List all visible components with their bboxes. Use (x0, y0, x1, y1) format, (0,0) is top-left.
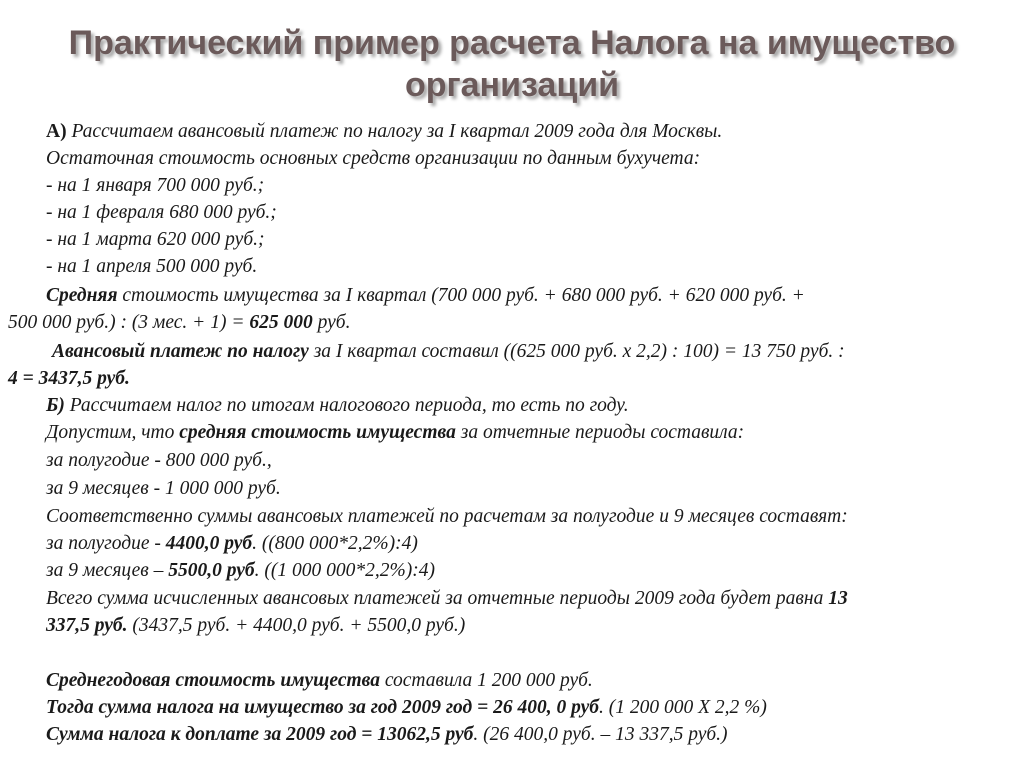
title-line-2: организаций (404, 66, 620, 104)
text-line (46, 420, 744, 446)
text-line (46, 668, 593, 694)
bold-text-segment: 5500,0 руб (168, 560, 255, 581)
text-line (46, 558, 435, 584)
text-segment: за 9 месяцев – (46, 560, 169, 581)
text-segment: за полугодие - 800 000 руб., (46, 450, 272, 471)
text-segment: - на 1 февраля 680 000 руб.; (46, 202, 277, 223)
bold-text-segment: 4400,0 руб (165, 533, 253, 554)
text-segment: Всего сумма исчисленных авансовых платежей за отчетные периоды 2009 года будет равна (46, 588, 829, 609)
bold-text-segment: 13 (828, 588, 848, 609)
text-segment: за 9 месяцев - 1 000 000 руб. (46, 478, 281, 499)
bold-text-segment: Тогда сумма налога на имущество за год 2009 год = 26 400, 0 руб (46, 697, 599, 718)
text-line (46, 722, 728, 748)
text-segment: Рассчитаем налог по итогам налогового периода, то есть по году. (64, 395, 629, 416)
text-segment: руб. (312, 312, 351, 333)
slide-title (0, 22, 1024, 106)
text-segment: 500 000 руб.) : (3 мес. + 1) = (8, 312, 250, 333)
text-segment: Соответственно суммы авансовых платежей по расчетам за полугодие и 9 месяцев составят: (46, 506, 848, 527)
text-line (46, 283, 805, 309)
bold-text-segment: 3437,5 руб. (38, 368, 130, 389)
text-line (46, 586, 848, 612)
text-segment: составила 1 200 000 руб. (379, 670, 593, 691)
text-segment: за I квартал составил ((625 000 руб. х 2,2) : 100) = 13 750 руб. : (308, 341, 845, 362)
text-segment: за отчетные периоды составила: (455, 422, 745, 443)
bold-text-segment: Авансовый платеж по налогу (52, 341, 309, 362)
title-line-1: Практический пример расчета Налога на имущество (68, 24, 956, 62)
text-line (46, 146, 700, 172)
text-line (46, 227, 265, 253)
text-segment: . ((1 000 000*2,2%):4) (254, 560, 436, 581)
text-line (46, 531, 418, 557)
bold-text-segment: 625 000 (249, 312, 313, 333)
text-line (46, 200, 277, 226)
text-segment: - на 1 марта 620 000 руб.; (46, 229, 265, 250)
text-segment: Рассчитаем авансовый платеж по налогу за I квартал 2009 года для Москвы. (71, 121, 723, 142)
text-line (46, 173, 264, 199)
text-segment: . (26 400,0 руб. – 13 337,5 руб.) (473, 724, 728, 745)
text-line (8, 366, 130, 392)
text-segment: Остаточная стоимость основных средств организации по данным бухучета: (46, 148, 701, 169)
text-line (8, 310, 350, 336)
text-line (46, 695, 767, 721)
text-line (46, 393, 629, 419)
text-line (52, 339, 845, 365)
text-segment: - на 1 января 700 000 руб.; (46, 175, 265, 196)
text-line (46, 119, 722, 145)
bold-text-segment: Сумма налога к доплате за 2009 год = 13062,5 руб (46, 724, 474, 745)
text-line (46, 504, 848, 530)
text-line (46, 476, 281, 502)
text-segment: (3437,5 руб. + 4400,0 руб. + 5500,0 руб.) (127, 615, 466, 636)
text-segment: Допустим, что (46, 422, 180, 443)
bold-text-segment: 4 = (8, 368, 39, 389)
text-line (46, 613, 465, 639)
text-segment: стоимость имущества за I квартал (700 000 руб. + 680 000 руб. + 620 000 руб. + (117, 285, 805, 306)
bold-text-segment: Б) (46, 395, 65, 416)
bold-text-segment: Среднегодовая стоимость имущества (46, 670, 380, 691)
text-segment: . (1 200 000 Х 2,2 %) (598, 697, 767, 718)
bold-text-segment: средняя стоимость имущества (179, 422, 456, 443)
bold-text-segment: Средняя (46, 285, 118, 306)
text-segment: за полугодие - (46, 533, 166, 554)
text-line (46, 254, 257, 280)
text-segment: - на 1 апреля 500 000 руб. (46, 256, 258, 277)
text-line (46, 448, 272, 474)
bold-text-segment: А) (46, 121, 72, 142)
text-segment: . ((800 000*2,2%):4) (252, 533, 418, 554)
bold-text-segment: 337,5 руб. (46, 615, 128, 636)
